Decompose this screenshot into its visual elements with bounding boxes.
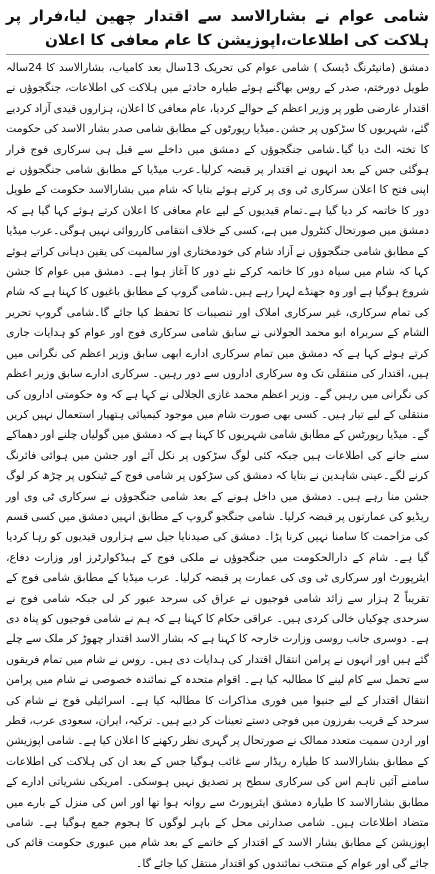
headline: شامی عوام نے بشارالاسد سے اقتدار چھین لیا،فرار پر ہلاکت کی اطلاعات،اپوزیشن کا عام معافی کا اعلان: [6, 7, 429, 49]
dateline: دمشق (مانیٹرنگ ڈیسک ): [313, 61, 429, 74]
article-body: [6, 58, 429, 874]
article-text: شامی عوام کی تحریک 13سال بعد کامیاب، بشارالاسد کا 24سالہ طویل دورختم، صدر کے روس بھاگنے ہوئے طیارہ حادثے میں ہلاکت کی اطلاعات، جنگجوؤں نے اقتدار عارضی طور پر وزیر اعظم کے حوالے کردیا، عام معافی کا اعلان، ہزاروں قیدی آزاد کردیے گئے، شہریوں کا سڑکوں پر جشن۔میڈیا رپورٹوں کے مطابق شامی صدر بشار الاسد کی حکومت کا تختہ الٹ دیا گیا۔شامی جنگجوؤں کے دمشق میں داخلے سے قبل ہی سرکاری فوج فرار ہوگئی جس کے بعد انہوں نے اقتدار پر قبضہ کرلیا۔عرب میڈیا کے مطابق شامی جنگجوؤں نے اپنی فتح کا اعلان سرکاری ٹی وی پر کرتے ہوئے بتایا کہ شام میں بشارالاسد حکومت کے طویل دور کا خاتمہ کر دیا گیا ہے۔تمام قیدیوں کے لیے عام معافی کا اعلان کرتے ہوئے کہا گیا ہے کہ دمشق میں صورتحال کنٹرول میں ہے، کسی کے خلاف انتقامی کارروائی نہیں ہوگی۔عرب میڈیا کے مطابق شامی جنگجوؤں نے آزاد شام کی خودمختاری اور سالمیت کی یقین دہانی کراتے ہوئے کہا کہ شام میں سیاہ دور کا خاتمہ کرکے نئے دور کا آغاز ہوا ہے۔ دمشق میں عوام کا جشن شروع ہوگیا ہے اور وہ جھنڈے لہرا رہے ہیں۔شامی گروپ کے مطابق باغیوں کا کہنا ہے کہ شام کی تمام سرکاری، غیر سرکاری املاک اور تنصیبات کا تحفظ کیا جائے گا۔شامی گروپ تحریر الشام کے سربراہ ابو محمد الجولانی نے سابق شامی سرکاری فوج اور عوام کو ہدایات جاری کرتے ہوئے کہا ہے کہ دمشق میں تمام سرکاری ادارے ابھی سابق وزیر اعظم کی نگرانی میں ہیں، اقتدار کی منتقلی تک وہ سرکاری اداروں سے دور رہیں۔ سرکاری ادارے سابق وزیر اعظم کی نگرانی میں رہیں گے۔ وزیر اعظم محمد غازی الجلالی نے کہا ہے کہ وہ حکومتی اداروں کی منتقلی کے لیے تیار ہیں۔ کسی بھی صورت شام میں موجود کیمیائی ہتھیار استعمال نہیں کریں گے۔ میڈیا رپورٹس کے مطابق شامی شہریوں کا کہنا ہے کہ دمشق میں گولیاں چلنے اور دھماکے سنے جانے کی اطلاعات ہیں جبکہ کئی لوگ سڑکوں پر نکل آئے اور جشن میں ہوائی فائرنگ کرنے لگے۔عینی شاہدین نے بتایا کہ دمشق کی سڑکوں پر شامی فوج کے ٹینکوں پر چڑھ کر لوگ جشن منا رہے ہیں۔ دمشق میں داخل ہونے کے بعد شامی جنگجوؤں نے سرکاری ٹی وی اور ریڈیو کی عمارتوں پر قبضہ کرلیا۔ شامی جنگجو گروپ کے مطابق انہیں دمشق میں کسی قسم کی مزاحمت کا سامنا نہیں کرنا پڑا۔ دمشق کی صیدنایا جیل سے ہزاروں قیدیوں کو رہا کردیا گیا ہے۔ شام کے دارالحکومت میں جنگجوؤں نے ملکی فوج کے ہیڈکوارٹرز اور وزارت دفاع، ایئرپورٹ اور سرکاری ٹی وی کی عمارت پر قبضہ کرلیا۔ عرب میڈیا کے مطابق شامی فوج کے تقریباً 2 ہزار سے زائد شامی فوجیوں نے عراق کی سرحد عبور کر لی جبکہ شامی فوج نے سرحدی چوکیاں خالی کردی ہیں۔ عراقی حکام کا کہنا ہے کہ ہم نے شامی فوجیوں کو پناہ دی ہے۔ دوسری جانب روسی وزارت خارجہ کا کہنا ہے کہ بشار الاسد اقتدار چھوڑ کر ملک سے چلے گئے ہیں اور انہوں نے پرامن انتقال اقتدار کی ہدایات دی ہیں۔ روس نے شام میں تمام فریقوں سے تحمل سے کام لینے کا مطالبہ کیا ہے۔ اقوام متحدہ کے نمائندہ خصوصی نے شام میں پرامن انتقال اقتدار کے لیے جنیوا میں فوری مذاکرات کا مطالبہ کیا ہے۔ اسرائیلی فوج نے شام کی سرحد کے قریب بفرزون میں فوجی دستے تعینات کر دیے ہیں۔ ترکیہ، ایران، سعودی عرب، قطر اور اردن سمیت متعدد ممالک نے صورتحال پر گہری نظر رکھنے کا اعلان کیا ہے۔ شامی اپوزیشن کے مطابق بشارالاسد کا طیارہ ریڈار سے غائب ہوگیا جس کے بعد ان کی ہلاکت کی اطلاعات سامنے آئیں تاہم اس کی سرکاری سطح پر تصدیق نہیں ہوسکی۔ امریکی نشریاتی ادارے کے مطابق بشارالاسد کا طیارہ دمشق ایئرپورٹ سے روانہ ہوا تھا اور اس کی منزل کے بارے میں متضاد اطلاعات ہیں۔ شامی صدارتی محل کے باہر لوگوں کا ہجوم جمع ہوگیا ہے۔ شامی اپوزیشن کے مطابق بشار الاسد کے اقتدار کے خاتمے کے بعد شام میں عبوری حکومت قائم کی جائے گی اور عوام کے منتخب نمائندوں کو اقتدار منتقل کیا جائے گا۔: [6, 61, 429, 870]
headline-divider: [6, 54, 429, 55]
